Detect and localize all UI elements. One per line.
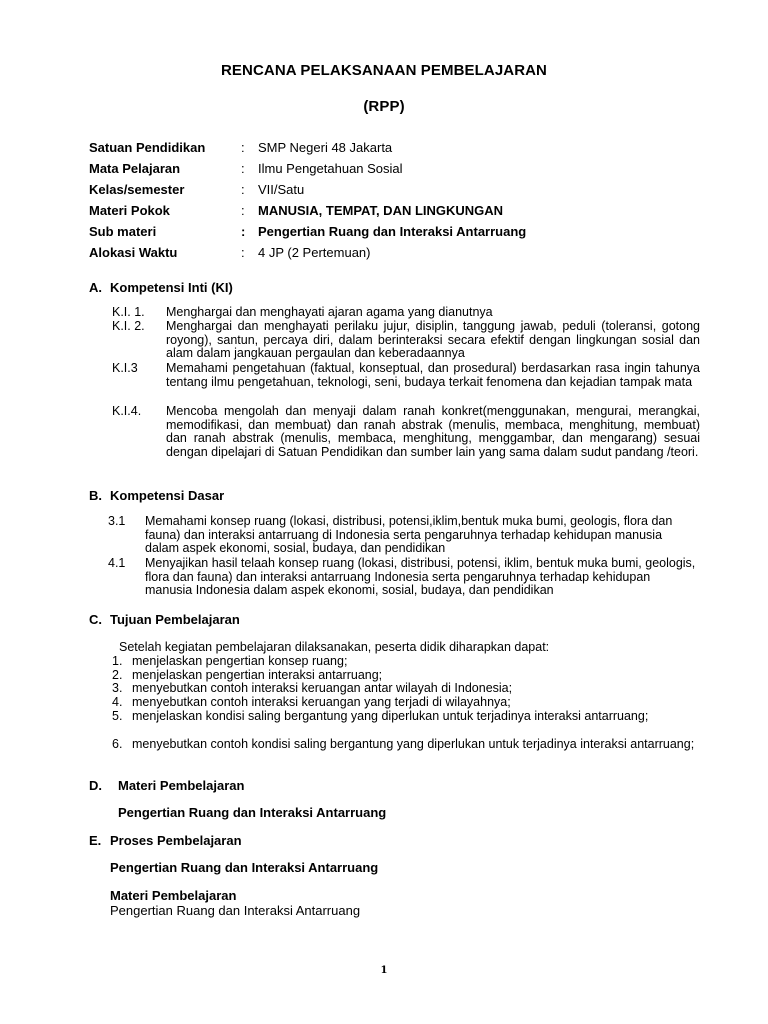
section-e-subtitle: Pengertian Ruang dan Interaksi Antarruang bbox=[110, 860, 379, 875]
kd-text: Menyajikan hasil telaah konsep ruang (lokasi, distribusi, potensi, iklim, bentuk muka bumi, geologis, flora dan fauna) dan interaksi antarruang Indonesia serta pengaruhnya terhadap kehidupan manusia Indonesia dalam aspek ekonomi, sosial, budaya, dan pendidikan bbox=[145, 556, 696, 598]
ki-number: K.I.4. bbox=[112, 404, 142, 418]
section-title: Materi Pembelajaran bbox=[118, 778, 245, 793]
info-label: Satuan Pendidikan bbox=[89, 140, 206, 155]
objective-text: menjelaskan kondisi saling bergantung yang diperlukan untuk terjadinya interaksi antarruang; bbox=[132, 709, 649, 723]
section-a-heading bbox=[89, 280, 233, 295]
section-title: Tujuan Pembelajaran bbox=[110, 612, 240, 627]
objective-number: 3. bbox=[112, 681, 123, 695]
document-title: RENCANA PELAKSANAAN PEMBELAJARAN bbox=[221, 62, 547, 79]
info-separator: : bbox=[241, 140, 245, 155]
info-separator: : bbox=[241, 245, 245, 260]
objective-text: menyebutkan contoh kondisi saling bergantung yang diperlukan untuk terjadinya interaksi antarruang; bbox=[132, 737, 695, 751]
section-letter: B. bbox=[89, 488, 102, 503]
objective-number: 5. bbox=[112, 709, 123, 723]
info-label: Mata Pelajaran bbox=[89, 161, 181, 176]
ki-number: K.I. 2. bbox=[112, 319, 145, 333]
kd-number: 4.1 bbox=[108, 556, 126, 570]
section-b-heading bbox=[89, 488, 224, 503]
kd-number: 3.1 bbox=[108, 514, 126, 528]
objective-number: 4. bbox=[112, 695, 123, 709]
info-separator: : bbox=[241, 203, 245, 218]
section-letter: C. bbox=[89, 612, 102, 627]
info-value: SMP Negeri 48 Jakarta bbox=[258, 140, 393, 155]
objective-text: menyebutkan contoh interaksi keruangan antar wilayah di Indonesia; bbox=[132, 681, 513, 695]
info-value: VII/Satu bbox=[258, 182, 305, 197]
info-label: Sub materi bbox=[89, 224, 157, 239]
section-e-heading bbox=[89, 833, 242, 848]
objective-intro: Setelah kegiatan pembelajaran dilaksanakan, peserta didik diharapkan dapat: bbox=[119, 640, 550, 654]
materi-text: Pengertian Ruang dan Interaksi Antarruang bbox=[110, 903, 361, 918]
section-letter: D. bbox=[89, 778, 102, 793]
section-letter: A. bbox=[89, 280, 102, 295]
info-separator: : bbox=[241, 182, 245, 197]
ki-number: K.I. 1. bbox=[112, 305, 145, 319]
info-separator: : bbox=[241, 161, 245, 176]
section-c-heading bbox=[89, 612, 240, 627]
objective-number: 1. bbox=[112, 654, 123, 668]
ki-text: Memahami pengetahuan (faktual, konseptual, dan prosedural) berdasarkan rasa ingin tahunya tentang ilmu pengetahuan, teknologi, seni, budaya terkait fenomena dan kejadian tampak mata bbox=[166, 361, 700, 389]
section-d-heading bbox=[89, 778, 244, 793]
info-value: Ilmu Pengetahuan Sosial bbox=[258, 161, 403, 176]
info-separator: : bbox=[241, 224, 246, 239]
objective-text: menjelaskan pengertian konsep ruang; bbox=[132, 654, 348, 668]
ki-number: K.I.3 bbox=[112, 361, 138, 375]
objective-number: 6. bbox=[112, 737, 123, 751]
objective-text: menjelaskan pengertian interaksi antarruang; bbox=[132, 668, 383, 682]
ki-text: Mencoba mengolah dan menyaji dalam ranah konkret(menggunakan, mengurai, merangkai, memodifikasi, dan membuat) dan ranah abstrak (menulis, membaca, menghitung, membuat) dan ranah abstrak (menulis, membaca, menghitung, menggambar, dan mengarang) sesuai dengan dipelajari di Satuan Pendidikan dan sumber lain yang sama dalam sudut pandang /teori. bbox=[166, 404, 700, 459]
objective-number: 2. bbox=[112, 668, 123, 682]
section-title: Kompetensi Inti (KI) bbox=[110, 280, 233, 295]
info-label: Alokasi Waktu bbox=[89, 245, 178, 260]
info-label: Kelas/semester bbox=[89, 182, 185, 197]
section-title: Kompetensi Dasar bbox=[110, 488, 225, 503]
info-value: MANUSIA, TEMPAT, DAN LINGKUNGAN bbox=[258, 203, 504, 218]
info-value: 4 JP (2 Pertemuan) bbox=[258, 245, 371, 260]
ki-text: Menghargai dan menghayati perilaku jujur, disiplin, tanggung jawab, peduli (toleransi, gotong royong), santun, percaya diri, dalam berinteraksi secara efektif dengan lingkungan sosial dan alam dalam jangkauan pergaulan dan keberadaannya bbox=[166, 319, 700, 361]
info-value: Pengertian Ruang dan Interaksi Antarruang bbox=[258, 224, 527, 239]
ki-text: Menghargai dan menghayati ajaran agama yang dianutnya bbox=[166, 305, 493, 319]
document-subtitle: (RPP) bbox=[363, 98, 405, 115]
info-label: Materi Pokok bbox=[89, 203, 170, 218]
objective-text: menyebutkan contoh interaksi keruangan yang terjadi di wilayahnya; bbox=[132, 695, 511, 709]
kd-text: Memahami konsep ruang (lokasi, distribusi, potensi,iklim,bentuk muka bumi, geologis, flora dan fauna) dan interaksi antarruang di Indonesia serta pengaruhnya terhadap kehidupan manusia dalam aspek ekonomi, sosial, budaya, dan pendidikan bbox=[145, 514, 673, 556]
section-title: Proses Pembelajaran bbox=[110, 833, 242, 848]
materi-label: Materi Pembelajaran bbox=[110, 888, 237, 903]
section-letter: E. bbox=[89, 833, 102, 848]
page-number: 1 bbox=[380, 965, 388, 976]
section-d-subtitle: Pengertian Ruang dan Interaksi Antarruang bbox=[118, 805, 387, 820]
